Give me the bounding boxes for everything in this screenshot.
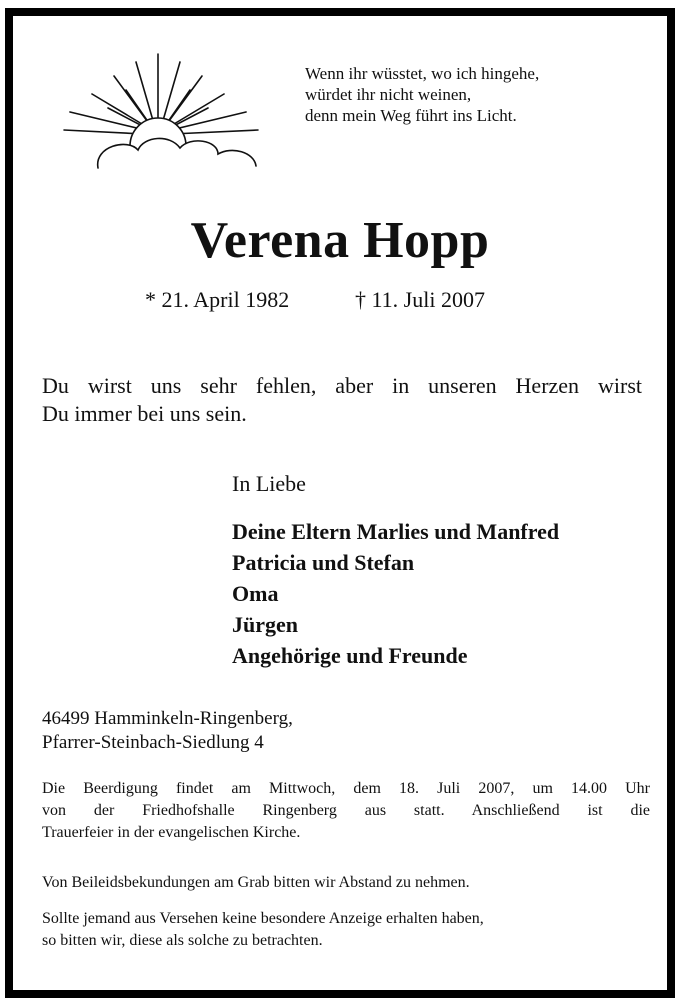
mourners-list [232,516,559,671]
notice-line: Sollte jemand aus Versehen keine besondere Anzeige erhalten haben, [42,910,484,927]
notice-line: so bitten wir, diese als solche zu betrachten. [42,932,323,949]
deceased-name: Verena Hopp [190,212,490,269]
farewell-verse [42,372,642,428]
mourner-entry: Oma [232,581,279,606]
mourner-entry: Angehörige und Freunde [232,643,468,668]
address-line: 46499 Hamminkeln-Ringenberg, [42,708,293,729]
mourner-entry: Deine Eltern Marlies und Manfred [232,519,560,544]
verse-line: Du immer bei uns sein. [42,401,247,426]
birth-date: * 21. April 1982 [145,287,290,312]
quote-line: würdet ihr nicht weinen, [305,85,472,104]
family-address [42,707,293,755]
verse-line: Du wirst uns sehr fehlen, aber in unseren Herzen wirst [42,373,642,398]
mourner-entry: Jürgen [232,612,298,637]
address-line: Pfarrer-Steinbach-Siedlung 4 [42,732,264,753]
closing-phrase: In Liebe [232,471,306,496]
epigraph-quote [305,63,635,126]
sunrise-over-clouds-icon [58,46,268,176]
quote-line: denn mein Weg führt ins Licht. [305,106,517,125]
quote-line: Wenn ihr wüsstet, wo ich hingehe, [305,64,540,83]
funeral-line: von der Friedhofshalle Ringenberg aus statt. Anschließend ist die [42,802,650,819]
notice-text [42,908,484,952]
funeral-line: Trauerfeier in der evangelischen Kirche. [42,824,301,841]
funeral-line: Die Beerdigung findet am Mittwoch, dem 18. Juli 2007, um 14.00 Uhr [42,780,650,797]
condolence-request: Von Beileidsbekundungen am Grab bitten wir Abstand zu nehmen. [42,874,470,891]
death-date: † 11. Juli 2007 [355,287,485,312]
funeral-details [42,778,650,844]
mourner-entry: Patricia und Stefan [232,550,415,575]
